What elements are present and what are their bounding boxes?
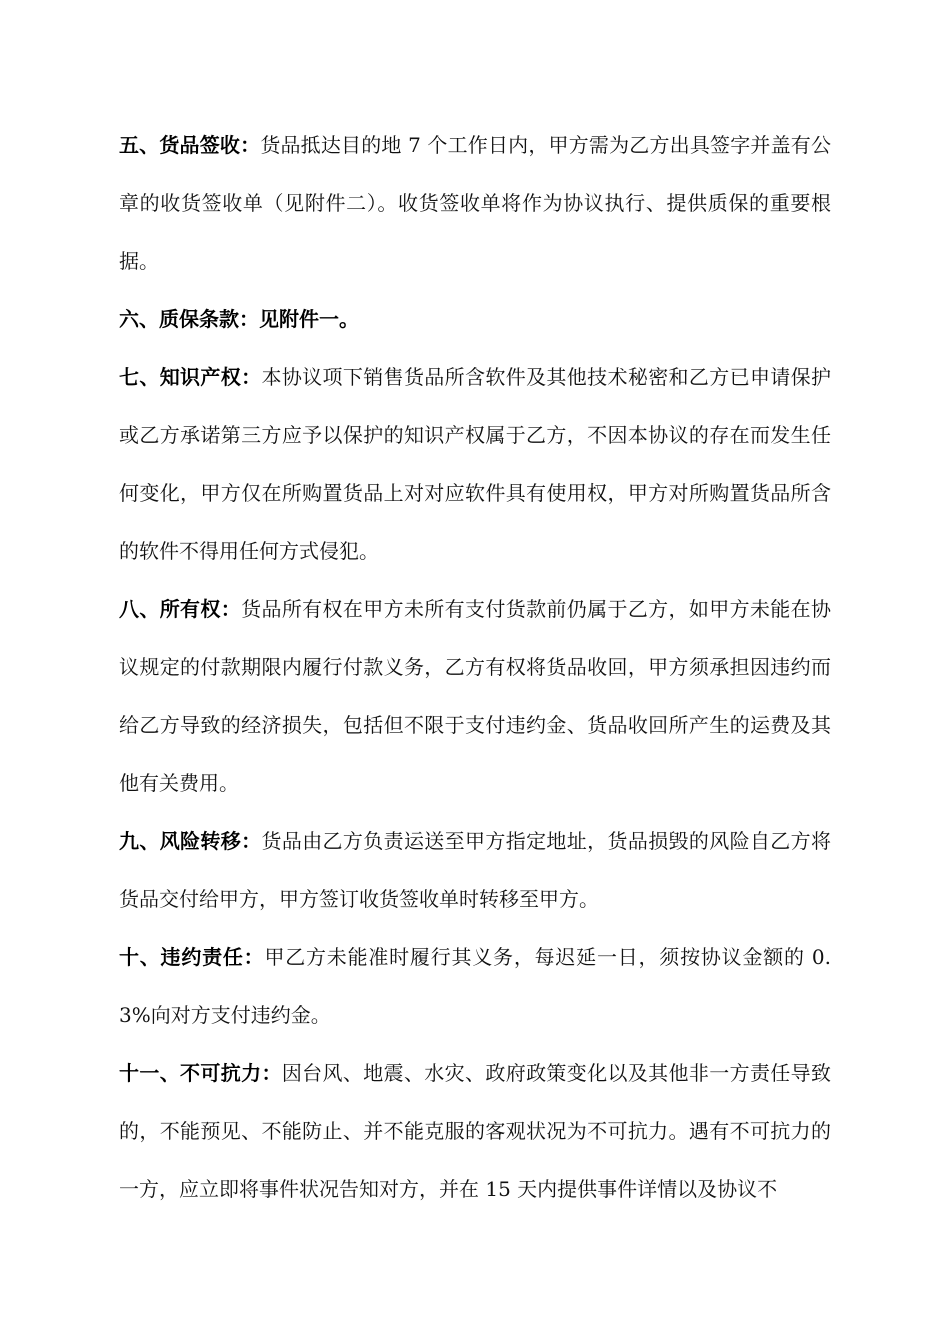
clause-heading: 六、质保条款：见附件一。	[119, 307, 359, 331]
clause-text: 甲乙方未能准时履行其义务，每迟延一日，须按协议金额的 0.3%向对方支付违约金。	[119, 945, 831, 1027]
clause-text: 货品抵达目的地 7 个工作日内，甲方需为乙方出具签字并盖有公章的收货签收单（见附件二）。收货签收单将作为协议执行、提供质保的重要根据。	[119, 133, 831, 273]
clause-goods-receipt	[119, 116, 831, 290]
clause-heading: 八、所有权：	[119, 597, 242, 621]
clause-intellectual-property	[119, 348, 831, 580]
clause-heading: 九、风险转移：	[119, 829, 262, 853]
clause-text: 货品由乙方负责运送至甲方指定地址，货品损毁的风险自乙方将货品交付给甲方，甲方签订收货签收单时转移至甲方。	[119, 829, 832, 911]
clause-ownership	[119, 580, 831, 812]
clause-text: 货品所有权在甲方未所有支付货款前仍属于乙方，如甲方未能在协议规定的付款期限内履行付款义务，乙方有权将货品收回，甲方须承担因违约而给乙方导致的经济损失，包括但不限于支付违约金、货品收回所产生的运费及其他有关费用。	[119, 597, 832, 795]
clause-heading: 七、知识产权：	[119, 365, 262, 389]
clause-risk-transfer	[119, 812, 831, 928]
clause-text: 因台风、地震、水灾、政府政策变化以及其他非一方责任导致的，不能预见、不能防止、并不能克服的客观状况为不可抗力。遇有不可抗力的一方，应立即将事件状况告知对方，并在 15 天内提供事件详情以及协议不	[119, 1061, 832, 1201]
clause-heading: 十、违约责任：	[119, 945, 265, 969]
clause-heading: 五、货品签收：	[119, 133, 261, 157]
clause-warranty	[119, 290, 831, 348]
document-body	[119, 116, 831, 1218]
clause-heading: 十一、不可抗力：	[119, 1061, 282, 1085]
clause-force-majeure	[119, 1044, 831, 1218]
clause-text: 本协议项下销售货品所含软件及其他技术秘密和乙方已申请保护或乙方承诺第三方应予以保护的知识产权属于乙方，不因本协议的存在而发生任何变化，甲方仅在所购置货品上对对应软件具有使用权，甲方对所购置货品所含的软件不得用任何方式侵犯。	[119, 365, 832, 563]
clause-liability	[119, 928, 831, 1044]
